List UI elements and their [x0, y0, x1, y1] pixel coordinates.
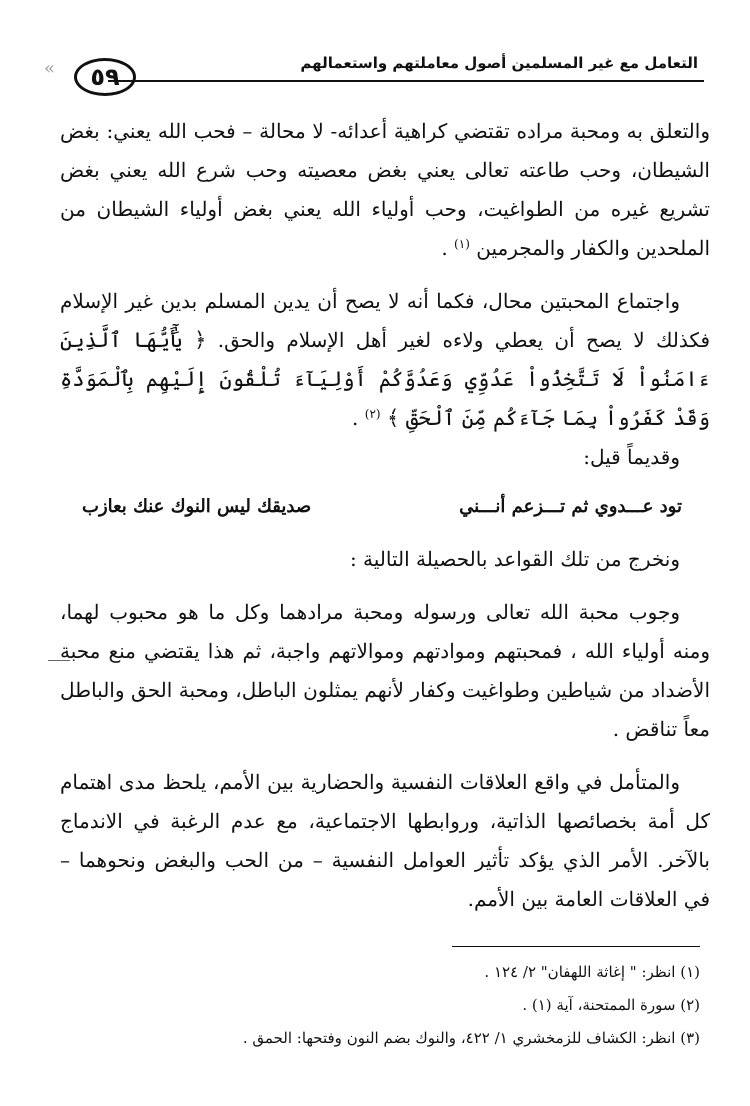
paragraph-1 — [60, 112, 710, 268]
margin-line — [48, 660, 70, 661]
body-text-continued — [60, 540, 710, 919]
footnote-1: (١) انظر: " إغاثة اللهفان" ٢/ ١٢٤ . — [484, 963, 700, 981]
poem-second-hemistich: صديقك ليس النوك عنك بعازب — [82, 496, 312, 517]
paragraph-1-text: والتعلق به ومحبة مراده تقتضي كراهية أعدائه- لا محالة – فحب الله يعني: بغض الشيطان، وحب طاعته تعالى يعني بغض معصيته وحب شرع الله يعني بغض تشريع غيره من الطواغيت، وحب أولياء الله يعني بغض أولياء الشيطان من الملحدين والكفار والمجرمين — [60, 119, 710, 260]
footnote-ref-2: (٢) — [364, 407, 381, 421]
paragraph-1-end: . — [441, 236, 448, 260]
paragraph-2-text: واجتماع المحبتين محال، فكما أنه لا يصح أن يدين المسلم بدين غير الإسلام فكذلك لا يصح أن يعطي ولاءه لغير أهل الإسلام والحق. — [60, 289, 711, 352]
footnotes — [60, 956, 700, 1055]
header-rule — [108, 80, 704, 82]
margin-mark: « — [44, 58, 56, 79]
page-number: ٥٩ — [74, 58, 136, 96]
paragraph-6: والمتأمل في واقع العلاقات النفسية والحضارية بين الأمم، يلحظ مدى اهتمام كل أمة بخصائصها الذاتية، وروابطها الاجتماعية، مع عدم الرغبة في الاندماج بالآخر. الأمر الذي يؤكد تأثير العوامل النفسية – من الحب والبغض ونحوهما – في العلاقات العامة بين الأمم. — [60, 770, 710, 911]
running-title: التعامل مع غير المسلمين أصول معاملتهم واستعمالهم — [300, 54, 698, 72]
footnote-ref-1: (١) — [454, 237, 470, 251]
paragraph-4: ونخرج من تلك القواعد بالحصيلة التالية : — [349, 547, 680, 571]
body-text — [60, 112, 710, 477]
paragraph-3: وقديماً قيل: — [583, 445, 680, 469]
page-header — [0, 40, 750, 110]
footnote-3: (٣) انظر: الكشاف للزمخشري ١/ ٤٢٢، والنوك بضم النون وفتحها: الحمق . — [242, 1029, 700, 1047]
footnote-2: (٢) سورة الممتحنة، آية (١) . — [522, 996, 700, 1014]
paragraph-5: وجوب محبة الله تعالى ورسوله ومحبة مرادهما وكل ما هو محبوب لهما، ومنه أولياء الله ، فمحبتهم وموادتهم وموالاتهم واجبة، ثم هذا يقتضي منع محبة الأضداد من شياطين وطواغيت وكفار لأنهم يمثلون الباطل، ومحبة الحق والباطل معاً تناقض . — [60, 600, 710, 741]
poem-verse — [60, 496, 710, 536]
paragraph-2-end: . — [352, 406, 359, 430]
paragraph-2 — [60, 282, 710, 438]
poem-first-hemistich: تود عـــدوي ثم تـــزعم أنـــني — [459, 496, 682, 517]
footnote-rule — [452, 946, 700, 947]
quran-verse: ﴿ يَٰٓأَيُّهَا ٱلَّذِينَ ءَامَنُواْ لَا تَتَّخِذُواْ عَدُوِّي وَعَدُوَّكُمْ أَوْلِيَآءَ تُلْقُونَ إِلَيْهِم بِٱلْمَوَدَّةِ وَقَدْ كَفَرُواْ بِمَا جَآءَكُم مِّنَ ٱلْحَقِّ ﴾ — [60, 328, 710, 430]
